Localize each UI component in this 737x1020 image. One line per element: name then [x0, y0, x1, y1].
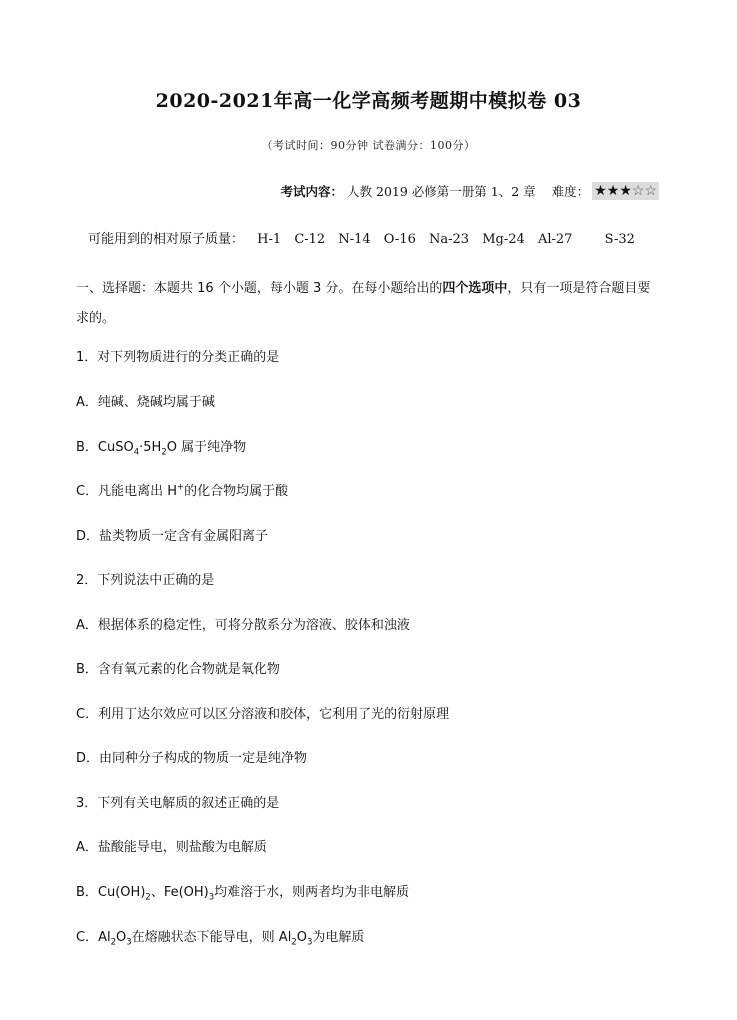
question-3-option-c: C．$Al_2O_3$在熔融状态下能导电，则 $Al_2O_3$为电解质	[76, 930, 365, 948]
atomic-masses	[88, 228, 635, 247]
question-2-option-b: B．含有氧元素的化合物就是氧化物	[76, 662, 280, 677]
question-2-stem: 2．下列说法中正确的是	[76, 573, 215, 588]
difficulty-rating	[592, 182, 659, 200]
question-3-stem: 3．下列有关电解质的叙述正确的是	[76, 796, 280, 811]
atomic-mass-item: C-12	[294, 232, 326, 247]
question-1-stem: 1．对下列物质进行的分类正确的是	[76, 350, 280, 365]
star-filled-icon: ★	[606, 183, 620, 199]
question-1-option-c: C．凡能电离出 H+的化合物均属于酸	[76, 482, 289, 499]
section-title: 一、选择题：	[76, 281, 155, 296]
atomic-mass-item: S-32	[604, 232, 635, 247]
section-description-bold: 四个选项中	[442, 281, 508, 296]
atomic-mass-item: Al-27	[537, 232, 573, 247]
question-1-option-a: A．纯碱、烧碱均属于碱	[76, 395, 215, 410]
exam-title: 2020-2021年高一化学高频考题期中模拟卷 03	[155, 90, 582, 112]
star-filled-icon: ★	[594, 183, 607, 199]
question-3-option-b: B．$Cu(OH)_2$、$Fe(OH)_3$均难溶于水，则两者均为非电解质	[76, 885, 410, 903]
atomic-mass-item: O-16	[383, 232, 416, 247]
difficulty-label: 难度：	[551, 184, 590, 199]
content-label: 考试内容：	[280, 184, 344, 199]
atomic-mass-item: Na-23	[429, 232, 470, 247]
atomic-mass-item: Mg-24	[482, 232, 525, 247]
question-3-option-a: A．盐酸能导电，则盐酸为电解质	[76, 840, 267, 855]
section-heading	[76, 274, 662, 334]
star-empty-icon: ☆	[631, 183, 645, 199]
section-description-end: ，只有一项是符合题目要求的。	[76, 281, 651, 326]
atomic-mass-item: H-1	[257, 232, 282, 247]
atomic-masses-label: 可能用到的相对原子质量：	[88, 232, 245, 247]
question-2-option-a: A．根据体系的稳定性，可将分散系分为溶液、胶体和浊液	[76, 618, 410, 633]
question-2-option-d: D．由同种分子构成的物质一定是纯净物	[76, 751, 308, 766]
exam-subtitle: （考试时间：90分钟 试卷满分：100分）	[261, 139, 476, 152]
question-1-option-b: B．$CuSO_4\cdot 5H_2O$ 属于纯净物	[76, 440, 247, 458]
exam-meta	[281, 182, 659, 200]
section-description: 本题共 16 个小题，每小题 3 分。在每小题给出的	[154, 281, 443, 296]
question-1-option-d: D．盐类物质一定含有金属阳离子	[76, 529, 269, 544]
question-2-option-c: C．利用丁达尔效应可以区分溶液和胶体，它利用了光的衍射原理	[76, 707, 450, 722]
star-empty-icon: ☆	[644, 183, 657, 199]
atomic-mass-item: N-14	[338, 232, 371, 247]
content-value: 人教 2019 必修第一册第 1、2 章	[347, 184, 536, 199]
star-filled-icon: ★	[619, 183, 632, 199]
